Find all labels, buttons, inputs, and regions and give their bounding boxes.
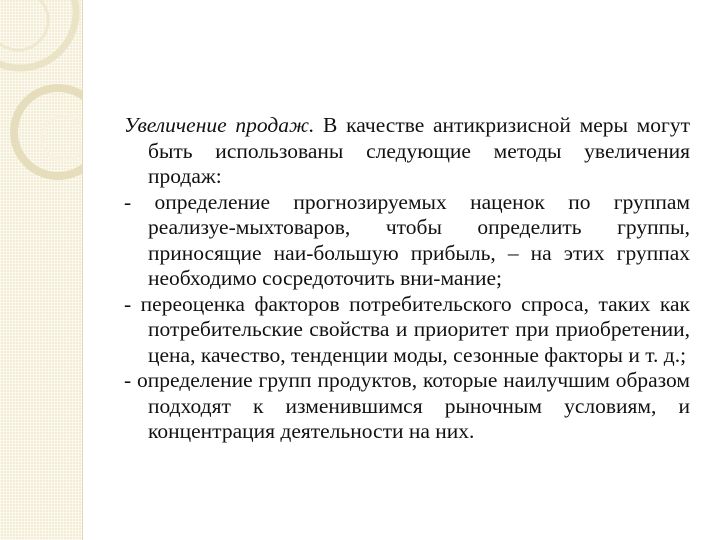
intro-text: В качестве антикризисной меры могут быть использованы следующие методы увеличения продаж:	[148, 113, 690, 188]
strip-divider	[82, 0, 83, 540]
slide-body	[124, 113, 690, 445]
list-item: - определение прогнозируемых наценок по группам реализуе-мыхтоваров, чтобы определить группы, приносящие наи-большую прибыль, – на этих группах необходимо сосредоточить вни-мание;	[124, 189, 690, 290]
intro-title: Увеличение продаж.	[124, 113, 315, 137]
intro-paragraph	[124, 113, 690, 190]
list-item: - переоценка факторов потребительского спроса, таких как потребительские свойства и приоритет при приобретении, цена, качество, тенденции моды, сезонные факторы и т. д.;	[124, 291, 690, 367]
decorative-side-strip	[0, 0, 82, 540]
list-item: - определение групп продуктов, которые наилучшим образом подходят к изменившимся рыночным условиям, и концентрация деятельности на них.	[124, 368, 690, 443]
decorative-rings	[0, 0, 82, 540]
